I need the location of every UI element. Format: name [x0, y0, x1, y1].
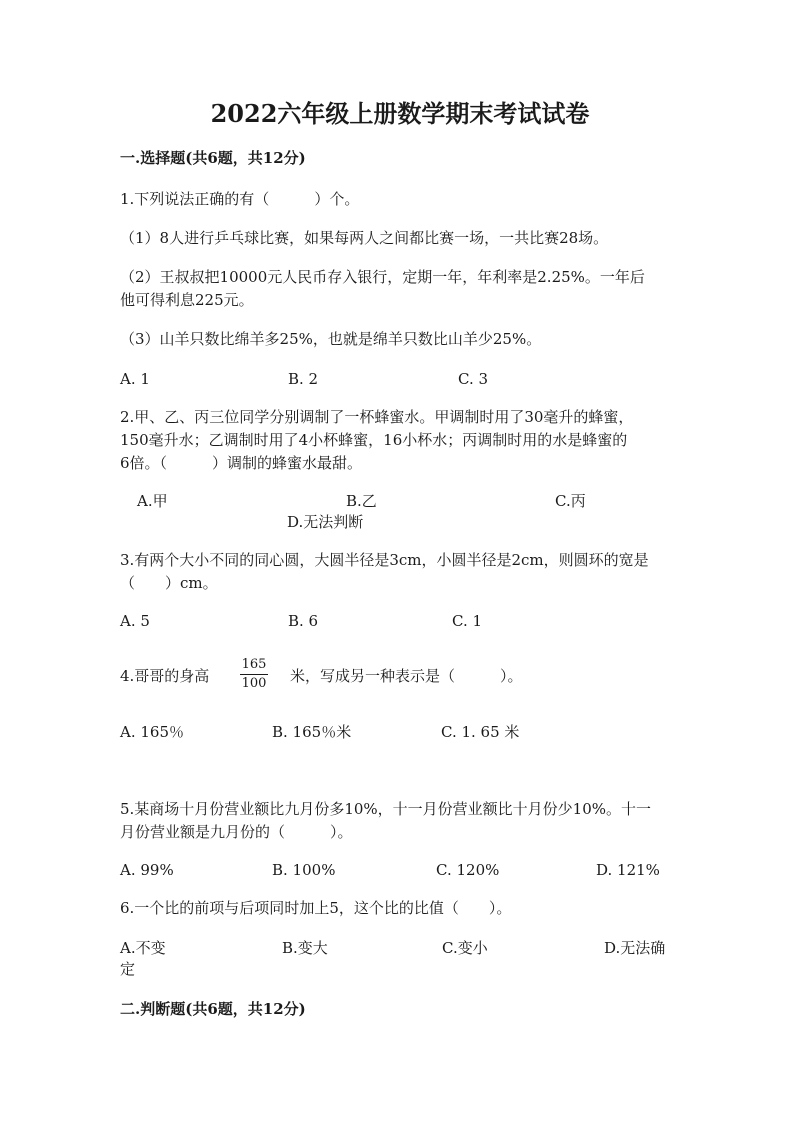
question-5-option-d: D. 121% [596, 861, 660, 879]
question-1-statement-1: （1）8人进行乒乓球比赛，如果每两人之间都比赛一场，一共比赛28场。 [120, 229, 609, 247]
question-3-option-b: B. 6 [288, 612, 319, 630]
fraction-denominator: 100 [241, 676, 267, 691]
question-2-option-a: A.甲 [137, 492, 168, 510]
question-5-option-b: B. 100% [272, 861, 336, 879]
section-heading-choice: 一.选择题(共6题，共12分) [120, 149, 306, 167]
question-1-stem: 1.下列说法正确的有（ ）个。 [120, 190, 360, 208]
question-2-option-c: C.丙 [555, 492, 586, 510]
question-5-line-2: 月份营业额是九月份的（ ）。 [120, 823, 353, 841]
height-fraction [240, 657, 268, 692]
question-6-stem: 6.一个比的前项与后项同时加上5，这个比的比值（ ）。 [120, 899, 512, 917]
question-6-option-a: A.不变 [120, 939, 166, 957]
question-5-option-a: A. 99% [120, 861, 174, 879]
question-1-option-c: C. 3 [458, 370, 489, 388]
question-1-statement-3: （3）山羊只数比绵羊多25%，也就是绵羊只数比山羊少25%。 [120, 330, 542, 348]
question-1-option-b: B. 2 [288, 370, 319, 388]
section-heading-judgement: 二.判断题(共6题，共12分) [120, 1000, 306, 1018]
question-1-statement-2-cont: 他可得利息225元。 [120, 291, 254, 309]
page-title: 2022六年级上册数学期末考试试卷 [210, 99, 590, 128]
question-3-option-a: A. 5 [120, 612, 150, 630]
question-5-line-1: 5.某商场十月份营业额比九月份多10%，十一月份营业额比十月份少10%。十一 [120, 800, 651, 818]
question-1-option-a: A. 1 [120, 370, 150, 388]
question-3-option-c: C. 1 [452, 612, 483, 630]
question-2-line-2: 150毫升水；乙调制时用了4小杯蜂蜜，16小杯水；丙调制时用的水是蜂蜜的 [120, 431, 628, 449]
question-6-option-d-wrap: 定 [120, 960, 136, 978]
question-4-option-a: A. 165％ [120, 723, 184, 741]
question-4-prefix: 4.哥哥的身高 [120, 667, 210, 685]
fraction-bar [240, 674, 268, 675]
question-2-option-b: B.乙 [346, 492, 377, 510]
question-2-option-d: D.无法判断 [287, 513, 364, 531]
question-1-statement-2: （2）王叔叔把10000元人民币存入银行，定期一年，年利率是2.25%。一年后 [120, 268, 645, 286]
question-4-option-c: C. 1. 65 米 [441, 723, 520, 741]
question-4-option-b: B. 165％米 [272, 723, 352, 741]
question-5-option-c: C. 120% [436, 861, 500, 879]
question-2-line-1: 2.甲、乙、丙三位同学分别调制了一杯蜂蜜水。甲调制时用了30毫升的蜂蜜， [120, 408, 634, 426]
question-6-option-c: C.变小 [442, 939, 488, 957]
question-3-line-2: （ ）cm。 [120, 574, 218, 592]
question-6-option-d: D.无法确 [604, 939, 666, 957]
fraction-numerator: 165 [241, 657, 267, 672]
question-2-line-3: 6倍。（ ）调制的蜂蜜水最甜。 [120, 454, 363, 472]
question-4-suffix: 米，写成另一种表示是（ ）。 [290, 667, 523, 685]
question-6-option-b: B.变大 [282, 939, 328, 957]
question-3-line-1: 3.有两个大小不同的同心圆，大圆半径是3cm，小圆半径是2cm，则圆环的宽是 [120, 551, 649, 569]
